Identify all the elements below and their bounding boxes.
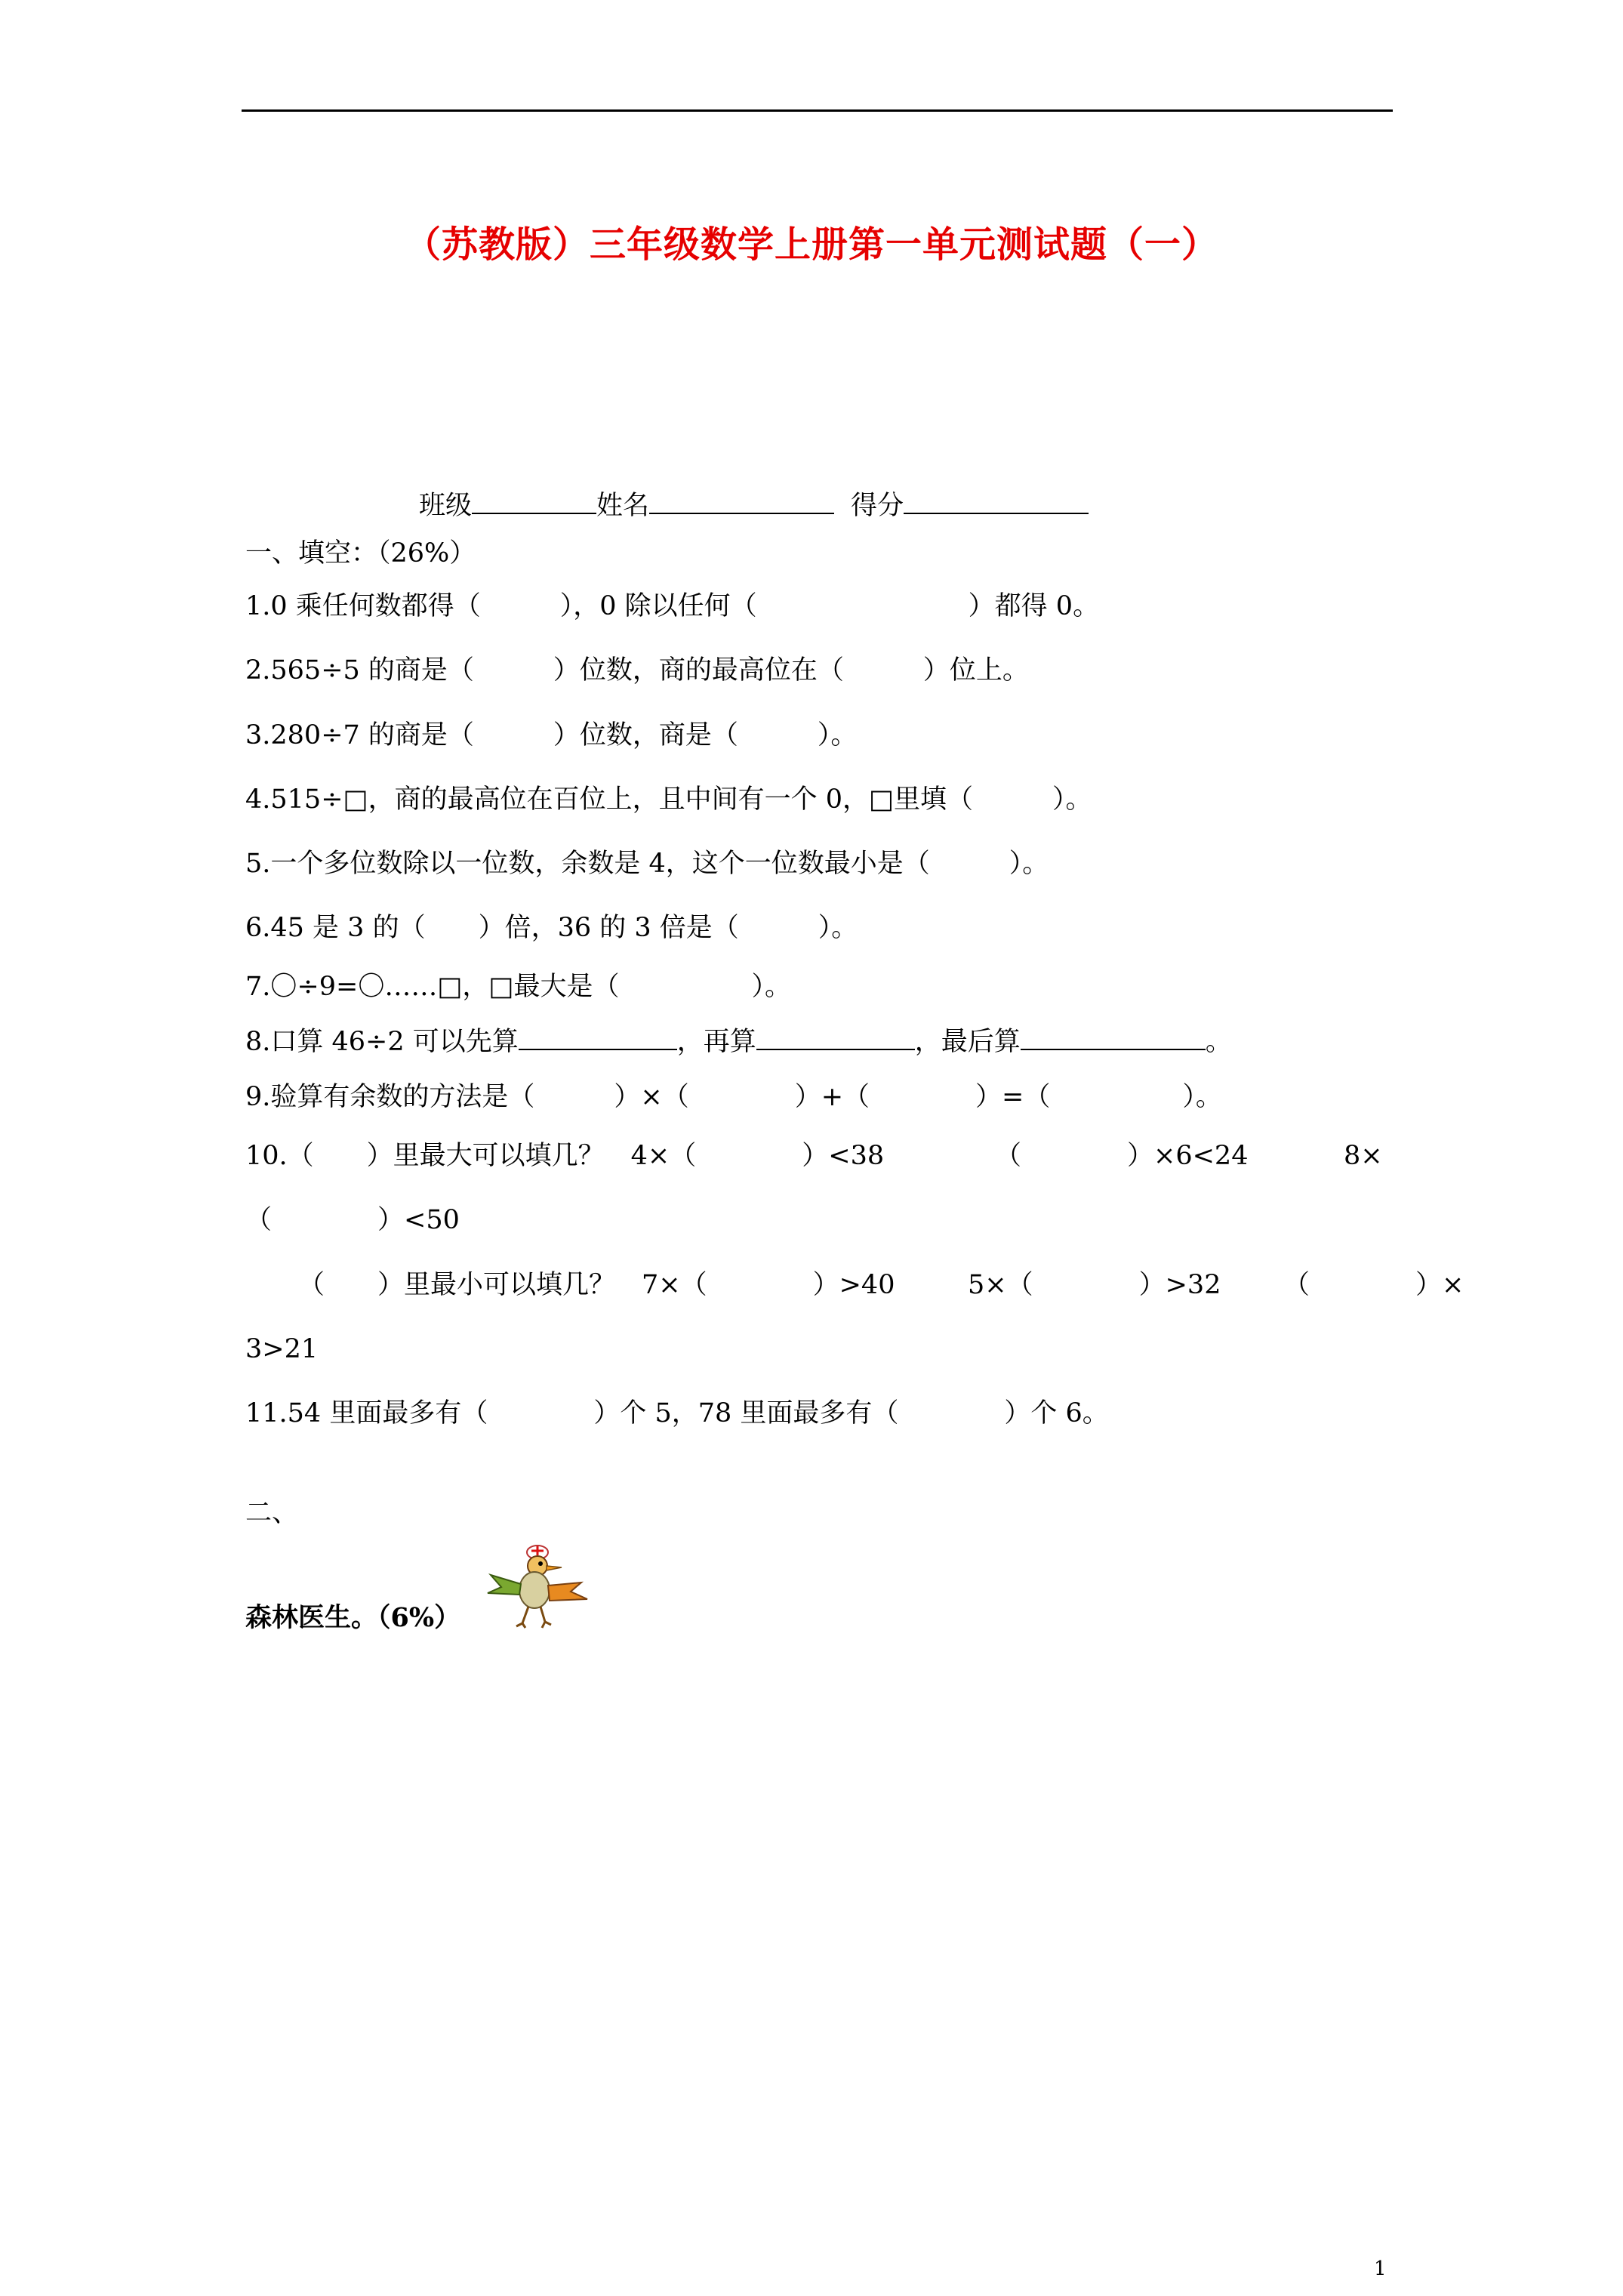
question-10-part-g: （ ）×: [1283, 1270, 1464, 1300]
question-11: 11.54 里面最多有（ ）个 5，78 里面最多有（ ）个 6。: [245, 1398, 1109, 1428]
class-blank: [472, 490, 596, 514]
question-10-part-b: （ ）×6<24: [995, 1141, 1249, 1171]
section2-heading: 二、: [245, 1498, 299, 1528]
question-5: 5.一个多位数除以一位数，余数是 4，这个一位数最小是（ ）。: [245, 849, 1049, 879]
woodpecker-doctor-icon: [483, 1540, 596, 1631]
question-10-line-1: 10.（ ）里最大可以填几？ 4×（ ）<38: [245, 1141, 885, 1171]
question-8-text-a: 8.口算 46÷2 可以先算: [245, 1027, 519, 1057]
question-10-line-4: 3>21: [245, 1334, 319, 1364]
question-4: 4.515÷□，商的最高位在百位上，且中间有一个 0，□里填（ ）。: [245, 784, 1092, 815]
question-9: 9.验算有余数的方法是（ ）×（ ）+（ ）=（ ）。: [245, 1082, 1222, 1112]
question-8-text-d: 。: [1205, 1027, 1232, 1057]
page-title: （苏教版）三年级数学上册第一单元测试题（一）: [404, 223, 1218, 266]
name-label: 姓名: [596, 491, 650, 521]
question-8-blank-3: [1021, 1026, 1206, 1050]
score-blank: [904, 490, 1089, 514]
question-6: 6.45 是 3 的（ ）倍，36 的 3 倍是（ ）。: [245, 913, 858, 943]
student-info-row: [419, 489, 1089, 522]
class-label: 班级: [419, 491, 473, 521]
question-8-blank-2: [756, 1026, 915, 1050]
question-10-part-f: 5×（ ）>32: [968, 1270, 1221, 1300]
question-10-line-2: （ ）<50: [245, 1205, 460, 1235]
score-label: 得分: [851, 491, 904, 521]
question-7: 7.〇÷9=〇……□，□最大是（ ）。: [245, 972, 791, 1002]
question-8-text-c: ，最后算: [914, 1027, 1021, 1057]
page-number: 1: [1374, 2257, 1387, 2280]
question-8-text-b: ，再算: [676, 1027, 756, 1057]
question-8-blank-1: [519, 1026, 677, 1050]
question-2: 2.565÷5 的商是（ ）位数，商的最高位在（ ）位上。: [245, 655, 1029, 686]
section2-subheading: 森林医生。（6%）: [245, 1602, 461, 1633]
name-blank: [649, 490, 834, 514]
header-rule: [242, 109, 1393, 112]
question-1: 1.0 乘任何数都得（ ），0 除以任何（ ）都得 0。: [245, 591, 1100, 621]
section1-heading: 一、填空：（26%）: [245, 538, 476, 569]
question-10-part-c: 8×: [1344, 1141, 1383, 1171]
question-8: [245, 1025, 1232, 1059]
question-3: 3.280÷7 的商是（ ）位数，商是（ ）。: [245, 720, 858, 750]
question-10-line-3: （ ）里最小可以填几？ 7×（ ）>40: [298, 1270, 895, 1300]
